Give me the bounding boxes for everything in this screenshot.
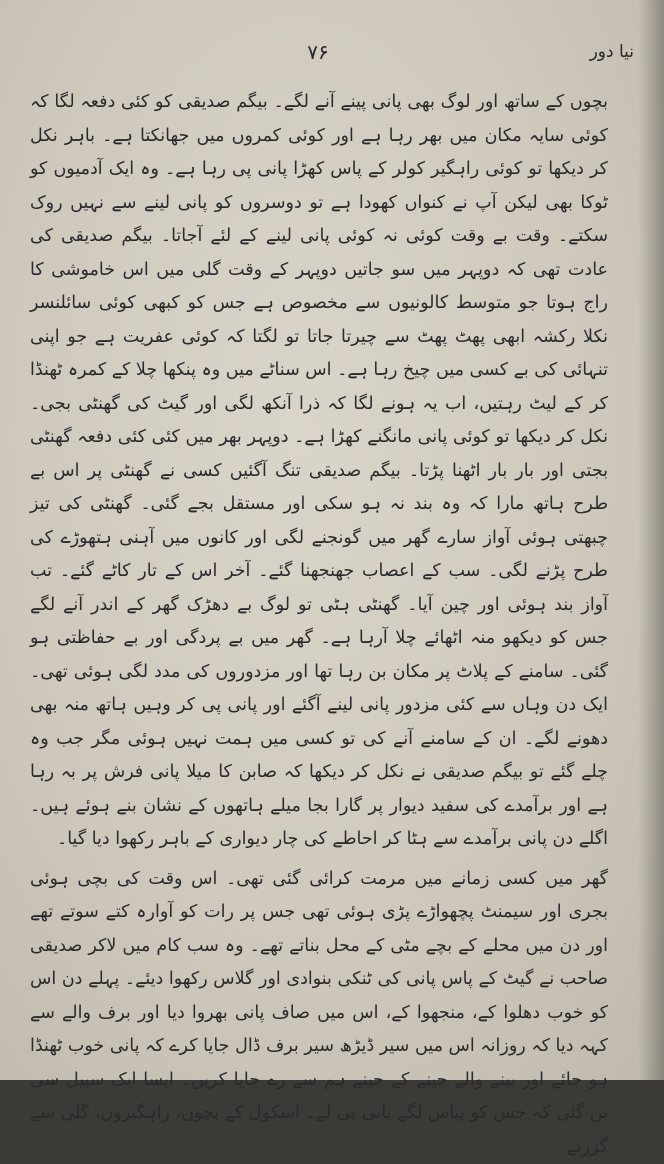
body-text xyxy=(30,86,608,1164)
page-header xyxy=(0,38,664,78)
running-title: نیا دور xyxy=(590,42,634,62)
paragraph-1: بچوں کے ساتھ اور لوگ بھی پانی پینے آنے لگے۔ بیگم صدیقی کو کئی دفعہ لگا کہ کوئی سایہ مکان میں بھر رہا ہے اور کوئی کمروں میں جھانکتا ہے۔ باہر نکل کر دیکھا تو کوئی راہگیر کولر کے پاس کھڑا پانی پی رہا ہے۔ وہ ایک آدمیوں کو ٹوکا بھی لیکن آپ نے کنواں کھودا ہے تو دوسروں کو پانی لینے سے نہیں روک سکتے۔ وقت بے وقت کوئی نہ کوئی پانی لینے کے لئے آجاتا۔ بیگم صدیقی کی عادت تھی کہ دوپہر میں سو جاتیں دوپہر کے وقت گلی میں اس خاموشی کا راج ہوتا جو متوسط کالونیوں سے مخصوص ہے جس کو کبھی کوئی سائلنسر نکلا رکشہ ابھی پھٹ پھٹ سے چیرتا جاتا تو لگتا کہ کوئی عفریت ہے جو اپنی تنہائی کی بے کسی میں چیخ رہا ہے۔ اس سناٹے میں وہ پنکھا چلا کے کمرہ ٹھنڈا کر کے لیٹ رہتیں، اب یہ ہونے لگا کہ ذرا آنکھ لگی اور گیٹ کی گھنٹی بجی۔ نکل کر دیکھا تو کوئی پانی مانگنے کھڑا ہے۔ دوپہر بھر میں کئی کئی دفعہ گھنٹی بجتی اور بار بار اٹھنا پڑتا۔ بیگم صدیقی تنگ آگئیں کسی نے گھنٹی پر اس بے طرح ہاتھ مارا کہ وہ بند نہ ہو سکی اور مستقل بجے گئی۔ گھنٹی کی تیز چبھتی ہوئی آواز سارے گھر میں گونجنے لگی اور کانوں میں آہنی ہتھوڑے کی طرح پڑنے لگی۔ سب کے اعصاب جھنجھنا گئے۔ آخر اس کے تار کاٹے گئے۔ تب آواز بند ہوئی اور چین آیا۔ گھنٹی ہٹی تو لوگ بے دھڑک گھر کے اندر آنے لگے جس کو دیکھو منہ اٹھائے چلا آرہا ہے۔ گھر میں بے پردگی اور بے حفاظتی ہو گئی۔ سامنے کے پلاٹ پر مکان بن رہا تھا اور مزدوروں کی مدد لگی ہوئی تھی۔ ایک دن وہاں سے کئی مزدور پانی لینے آگئے اور پانی پی کر وہیں ہاتھ منہ بھی دھونے لگے۔ ان کے سامنے آنے کی تو کسی میں ہمت نہیں ہوئی مگر جب وہ چلے گئے تو بیگم صدیقی نے نکل کر دیکھا کہ صابن کا میلا پانی فرش پر بہ رہا ہے اور برآمدے کی سفید دیوار پر گارا بجا میلے ہاتھوں کے نشان بنے ہوئے ہیں۔ اگلے دن پانی برآمدے سے ہٹا کر احاطے کی چار دیواری کے باہر رکھوا دیا گیا۔ xyxy=(30,86,608,857)
paragraph-2: گھر میں کسی زمانے میں مرمت کرائی گئی تھی۔ اس وقت کی بچی ہوئی بجری اور سیمنٹ پچھواڑے پڑی ہوئی تھی جس پر رات کو آوارہ کتے سوتے تھے اور دن میں محلے کے بچے مٹی کے محل بناتے تھے۔ وہ سب کام میں لاکر صدیقی صاحب نے گیٹ کے پاس پانی کی ٹنکی بنوادی اور گلاس رکھوا دیئے۔ پہلے دن اس کو خوب دھلوا کے، منجھوا کے، اس میں صاف پانی بھروا دیا اور برف والے سے کہہ دیا کہ روزانہ اس میں سیر ڈیڑھ سیر برف ڈال جایا کرے کہ پانی خوب ٹھنڈا ہو جائے اور پینے والے جینے کے جینے ہم سے رے جایا کریں۔ ایسا ایک سبیل سی بن گئی کہ جس کو پیاس لگے پانی پی لے۔ اسکول کے بچوں، راہگیروں، گلی سے گزرنے xyxy=(30,863,608,1164)
page-number: ۷۶ xyxy=(288,40,348,64)
